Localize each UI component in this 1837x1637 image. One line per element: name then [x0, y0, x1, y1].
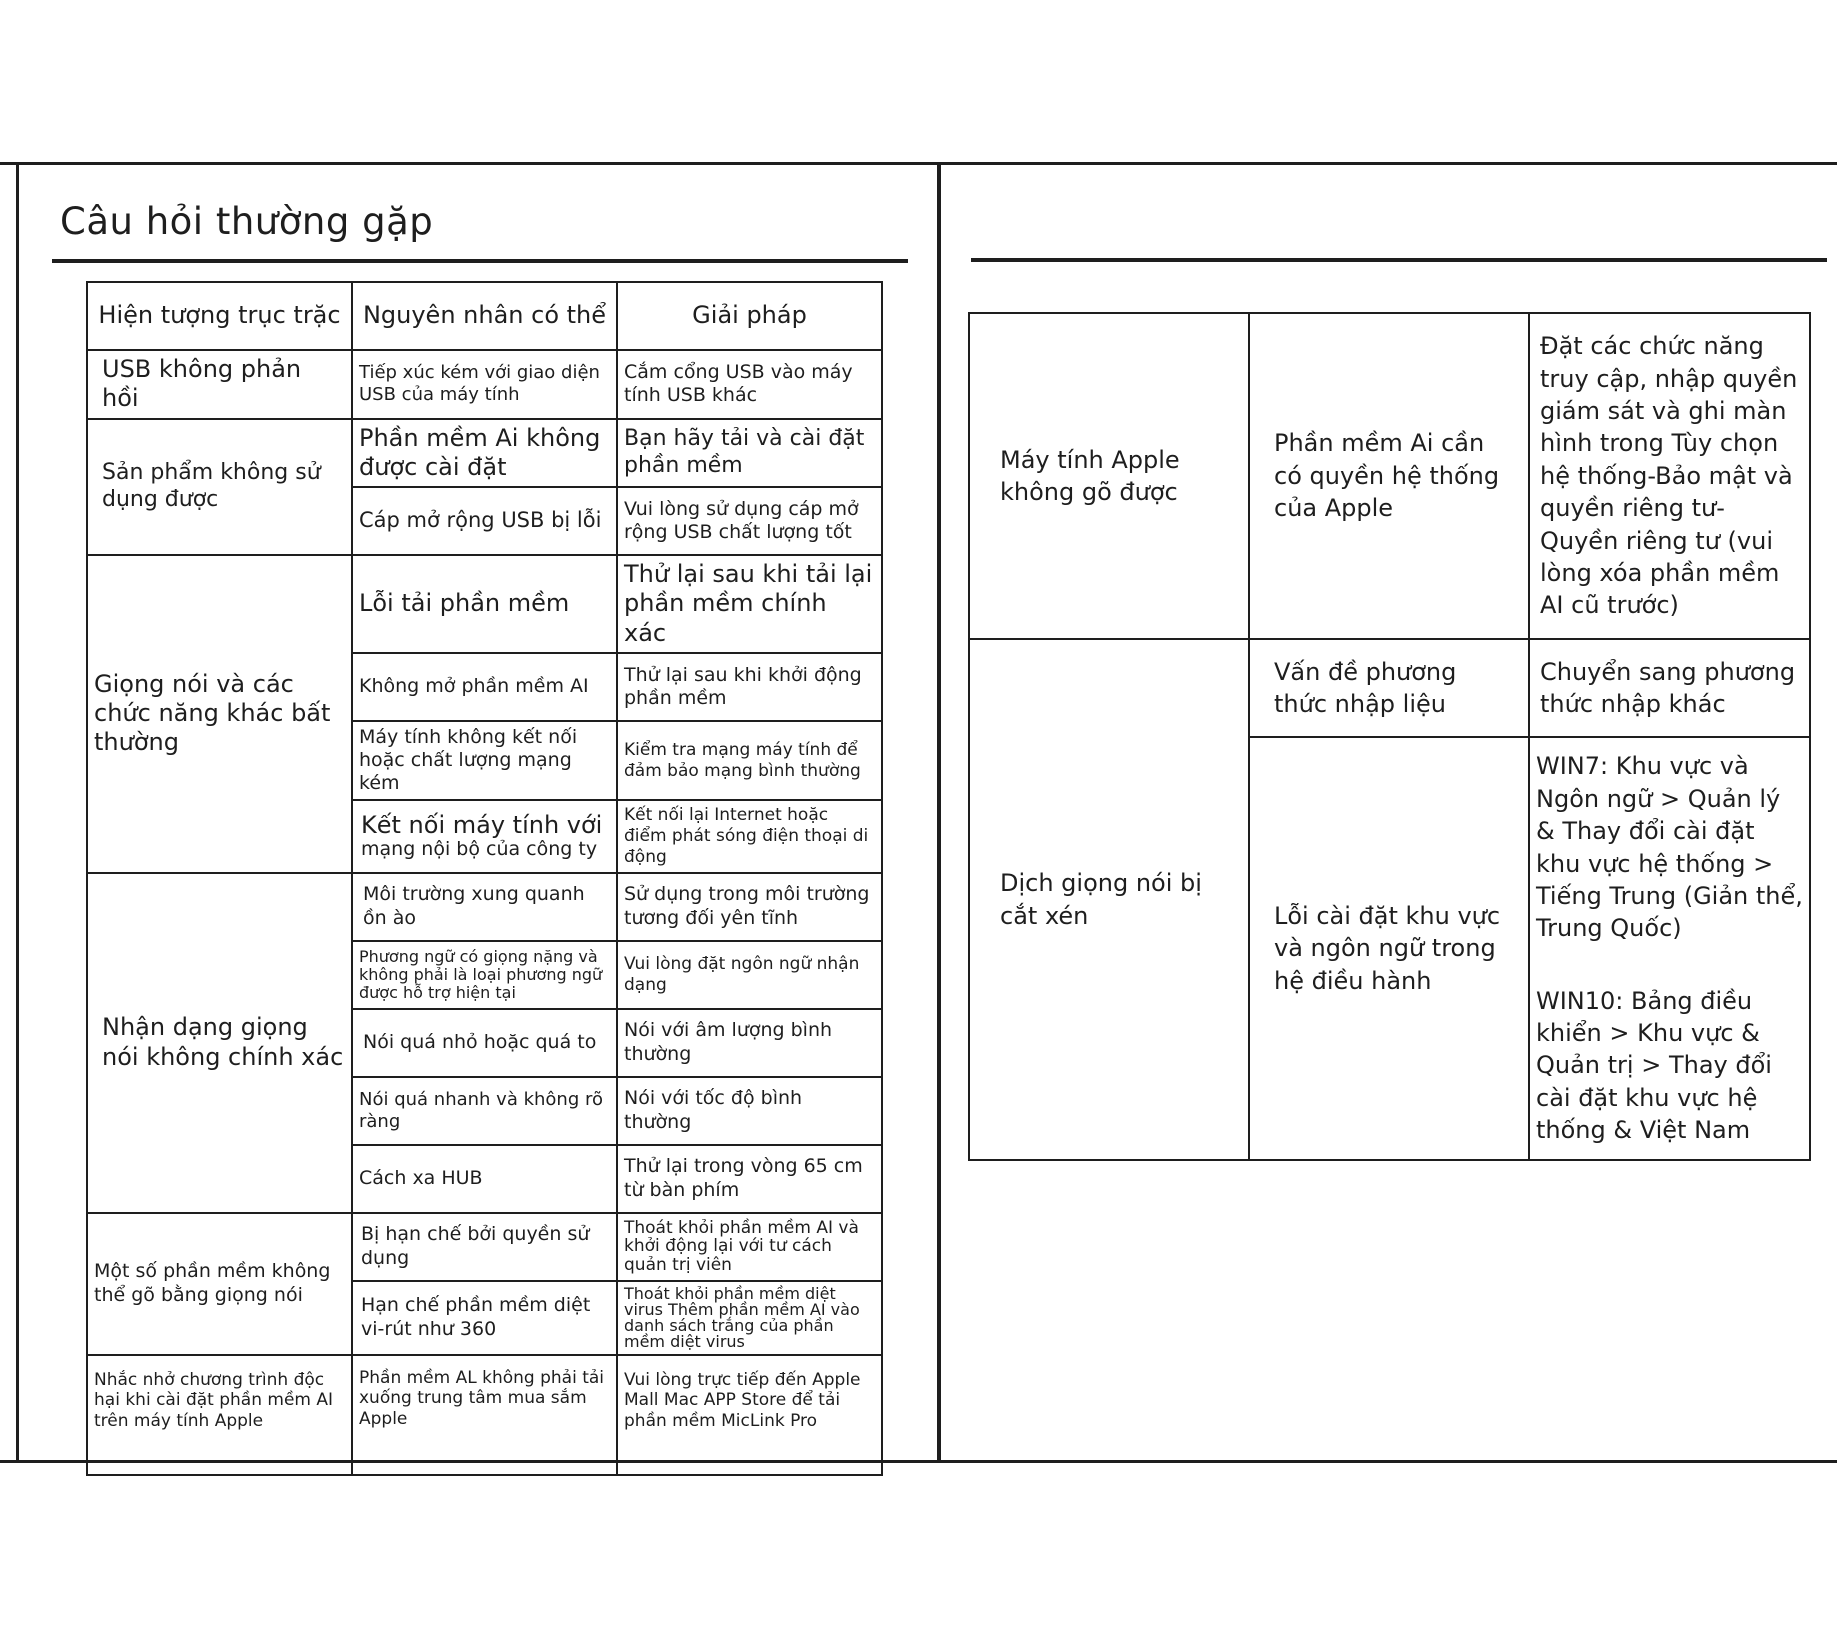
symptom-cell: Sản phẩm không sử dụng được: [87, 419, 352, 556]
symptom-cell: USB không phản hồi: [87, 350, 352, 419]
table-row: [87, 1213, 882, 1281]
faq-table-right: [968, 312, 1811, 1161]
solution-cell: Kiểm tra mạng máy tính để đảm bảo mạng bình thường: [617, 721, 882, 801]
page-frame-top: [0, 162, 1837, 165]
solution-cell: Thoát khỏi phần mềm diệt virus Thêm phần mềm AI vào danh sách trắng của phần mềm diệt virus: [617, 1281, 882, 1355]
solution-cell: Vui lòng đặt ngôn ngữ nhận dạng: [617, 941, 882, 1009]
solution-cell: Kết nối lại Internet hoặc điểm phát sóng điện thoại di động: [617, 800, 882, 872]
solution-cell: Bạn hãy tải và cài đặt phần mềm: [617, 419, 882, 488]
cause-cell: Máy tính không kết nối hoặc chất lượng mạng kém: [352, 721, 617, 801]
cause-line-main: Kết nối máy tính với: [361, 810, 603, 839]
title-underline-left: [52, 259, 908, 263]
symptom-cell: Máy tính Apple không gõ được: [969, 313, 1249, 639]
solution-cell: Sử dụng trong môi trường tương đối yên tĩnh: [617, 873, 882, 941]
cause-cell: Nói quá nhanh và không rõ ràng: [352, 1077, 617, 1145]
solution-cell: Cắm cổng USB vào máy tính USB khác: [617, 350, 882, 419]
table-row: [87, 555, 882, 653]
table-row: [87, 419, 882, 488]
cause-cell: Phần mềm Ai không được cài đặt: [352, 419, 617, 488]
table-row: [87, 873, 882, 941]
header-symptom: Hiện tượng trục trặc: [87, 282, 352, 350]
table-row: [969, 313, 1810, 639]
title-underline-right: [971, 258, 1827, 262]
solution-cell: Thử lại trong vòng 65 cm từ bàn phím: [617, 1145, 882, 1213]
table-row: [87, 350, 882, 419]
symptom-cell: Nhận dạng giọng nói không chính xác: [87, 873, 352, 1213]
page-title: Câu hỏi thường gặp: [60, 200, 434, 243]
solution-cell: Nói với âm lượng bình thường: [617, 1009, 882, 1077]
solution-win7: WIN7: Khu vực và Ngôn ngữ > Quản lý & Thay đổi cài đặt khu vực hệ thống > Tiếng Trung (Giản thể, Trung Quốc): [1536, 752, 1803, 943]
solution-cell: Thử lại sau khi khởi động phần mềm: [617, 653, 882, 721]
cause-cell: Bị hạn chế bởi quyền sử dụng: [352, 1213, 617, 1281]
symptom-cell: Giọng nói và các chức năng khác bất thường: [87, 555, 352, 873]
page-spine: [937, 162, 941, 1463]
faq-table-left: [86, 281, 883, 1476]
symptom-cell: Một số phần mềm không thể gõ bằng giọng nói: [87, 1213, 352, 1355]
cause-cell: Lỗi tải phần mềm: [352, 555, 617, 653]
header-cause: Nguyên nhân có thể: [352, 282, 617, 350]
cause-cell: Phương ngữ có giọng nặng và không phải là loại phương ngữ được hỗ trợ hiện tại: [352, 941, 617, 1009]
cause-cell: Phần mềm Ai cần có quyền hệ thống của Apple: [1249, 313, 1529, 639]
cause-cell: Tiếp xúc kém với giao diện USB của máy tính: [352, 350, 617, 419]
cause-cell: Hạn chế phần mềm diệt vi-rút như 360: [352, 1281, 617, 1355]
symptom-cell: Nhắc nhở chương trình độc hại khi cài đặt phần mềm AI trên máy tính Apple: [87, 1355, 352, 1475]
cause-cell: Phần mềm AL không phải tải xuống trung tâm mua sắm Apple: [352, 1355, 617, 1475]
solution-cell: Chuyển sang phương thức nhập khác: [1529, 639, 1810, 737]
solution-cell: Vui lòng sử dụng cáp mở rộng USB chất lượng tốt: [617, 487, 882, 555]
table-header-row: [87, 282, 882, 350]
cause-cell: Lỗi cài đặt khu vực và ngôn ngữ trong hệ điều hành: [1249, 737, 1529, 1160]
table-row: [87, 1355, 882, 1475]
solution-cell: Thoát khỏi phần mềm AI và khởi động lại với tư cách quản trị viên: [617, 1213, 882, 1281]
symptom-cell: Dịch giọng nói bị cắt xén: [969, 639, 1249, 1160]
cause-cell: Nói quá nhỏ hoặc quá to: [352, 1009, 617, 1077]
page-frame-left: [16, 162, 19, 1463]
cause-cell: Cáp mở rộng USB bị lỗi: [352, 487, 617, 555]
cause-cell: Vấn đề phương thức nhập liệu: [1249, 639, 1529, 737]
solution-cell: Thử lại sau khi tải lại phần mềm chính xác: [617, 555, 882, 653]
table-row: [969, 639, 1810, 737]
solution-cell: Nói với tốc độ bình thường: [617, 1077, 882, 1145]
cause-cell: [352, 800, 617, 872]
solution-cell: Đặt các chức năng truy cập, nhập quyền giám sát và ghi màn hình trong Tùy chọn hệ thống-Bảo mật và quyền riêng tư-Quyền riêng tư (vui lòng xóa phần mềm AI cũ trước): [1529, 313, 1810, 639]
cause-cell: Cách xa HUB: [352, 1145, 617, 1213]
solution-win10: WIN10: Bảng điều khiển > Khu vực & Quản trị > Thay đổi cài đặt khu vực hệ thống & Việt Nam: [1536, 986, 1772, 1145]
cause-cell: Không mở phần mềm AI: [352, 653, 617, 721]
solution-cell: [1529, 737, 1810, 1160]
cause-cell: Môi trường xung quanh ồn ào: [352, 873, 617, 941]
cause-line-sub: mạng nội bộ của công ty: [361, 838, 598, 861]
solution-cell: Vui lòng trực tiếp đến Apple Mall Mac APP Store để tải phần mềm MicLink Pro: [617, 1355, 882, 1475]
header-solution: Giải pháp: [617, 282, 882, 350]
